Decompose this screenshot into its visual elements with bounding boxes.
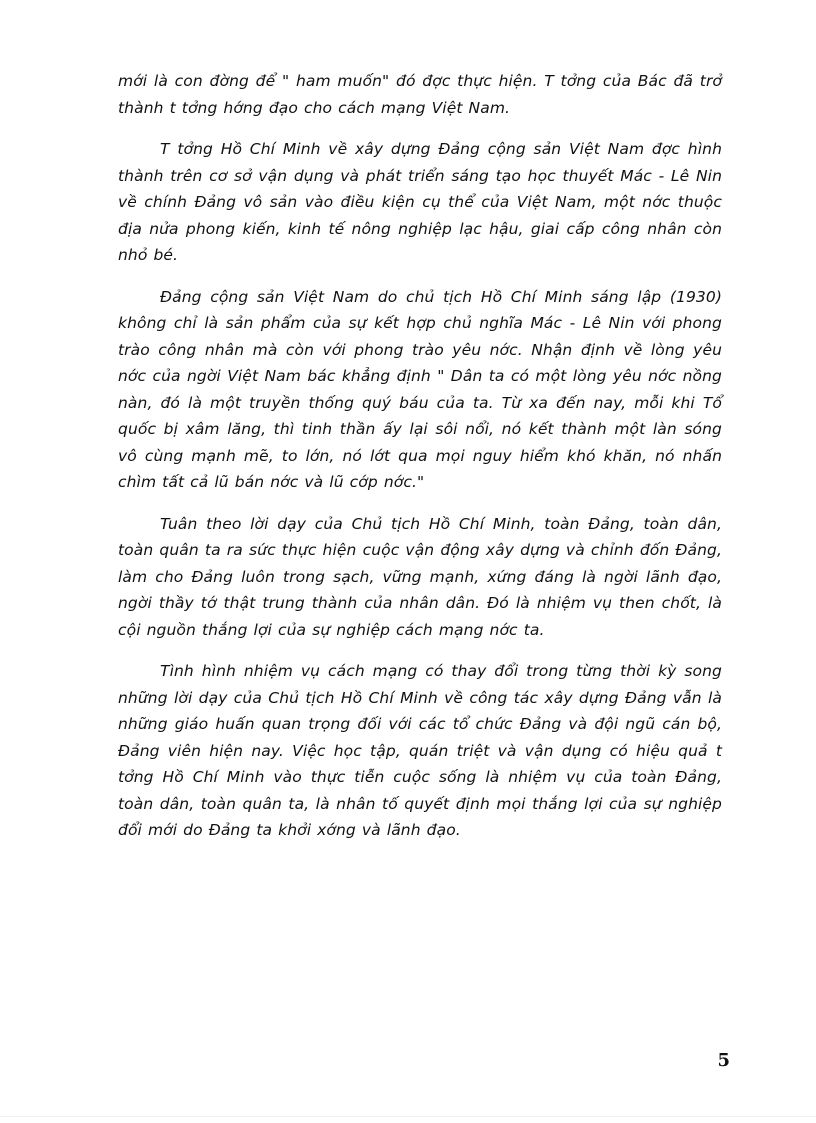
paragraph-party-thought: T tởng Hồ Chí Minh về xây dựng Đảng cộng sản Việt Nam đợc hình thành trên cơ sở vận dụng và phát triển sáng tạo học thuyết Mác - Lê Nin về chính Đảng vô sản vào điều kiện cụ thể của Việt Nam, một nớc thuộc địa nửa phong kiến, kinh tế nông nghiệp lạc hậu, giai cấp công nhân còn nhỏ bé. [118,140,722,264]
paragraph-party-founding: Đảng cộng sản Việt Nam do chủ tịch Hồ Chí Minh sáng lập (1930) không chỉ là sản phẩm của sự kết hợp chủ nghĩa Mác - Lê Nin với phong trào công nhân mà còn với phong trào yêu nớc. Nhận định về lòng yêu nớc của ngời Việt Nam bác khẳng định " Dân ta có một lòng yêu nớc nồng nàn, đó là một truyền thống quý báu của ta. Từ xa đến nay, mỗi khi Tổ quốc bị xâm lăng, thì tinh thần ấy lại sôi nổi, nó kết thành một làn sóng vô cùng mạnh mẽ, to lớn, nó lớt qua mọi nguy hiểm khó khăn, nó nhấn chìm tất cả lũ bán nớc và lũ cớp nớc." [118,287,722,491]
paragraph-party-rectification: Tuân theo lời dạy của Chủ tịch Hồ Chí Minh, toàn Đảng, toàn dân, toàn quân ta ra sức thực hiện cuộc vận động xây dựng và chỉnh đốn Đảng, làm cho Đảng luôn trong sạch, vững mạnh, xứng đáng là ngời lãnh đạo, ngời thầy tớ thật trung thành của nhân dân. Đó là nhiệm vụ then chốt, là cội nguồn thắng lợi của sự nghiệp cách mạng nớc ta. [118,514,722,639]
page-number: 5 [717,1050,730,1071]
paragraph-conclusion: Tình hình nhiệm vụ cách mạng có thay đổi trong từng thời kỳ song những lời dạy của Chủ tịch Hồ Chí Minh về công tác xây dựng Đảng vẫn là những giáo huấn quan trọng đối với các tổ chức Đảng và đội ngũ cán bộ, Đảng viên hiện nay. Việc học tập, quán triệt và vận dụng có hiệu quả t tởng Hồ Chí Minh vào thực tiễn cuộc sống là nhiệm vụ của toàn Đảng, toàn dân, toàn quân ta, là nhân tố quyết định mọi thắng lợi của sự nghiệp đổi mới do Đảng ta khởi xớng và lãnh đạo. [118,662,722,839]
body-text [118,68,722,859]
paragraph-continuation: mới là con đờng để " ham muốn" đó đợc thực hiện. T tởng của Bác đã trở thành t tởng hớng đạo cho cách mạng Việt Nam. [118,72,722,117]
page-bottom-edge [0,1116,816,1117]
